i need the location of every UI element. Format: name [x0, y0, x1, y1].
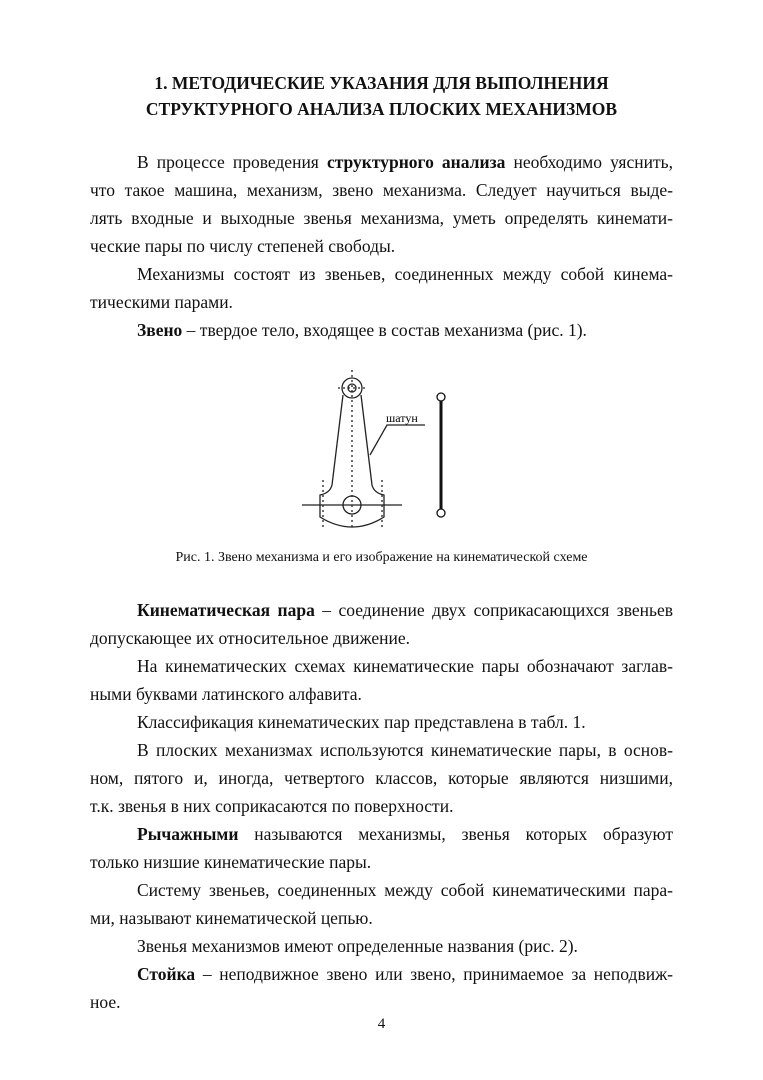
- bold-term: Звено: [137, 320, 183, 340]
- paragraph: [90, 708, 673, 736]
- paragraph: [90, 260, 673, 316]
- text-span: Звенья механизмов имеют определенные названия (рис. 2).: [137, 936, 578, 956]
- joint-icon: [437, 393, 445, 401]
- text-span: что такое машина, механизм, звено механизма. Следует научиться выде-: [90, 180, 673, 200]
- text-span: ми, называют кинематической цепью.: [90, 908, 373, 928]
- title-line: СТРУКТУРНОГО АНАЛИЗА ПЛОСКИХ МЕХАНИЗМОВ: [145, 99, 618, 119]
- section-title: [60, 70, 703, 122]
- text-line: [90, 232, 673, 260]
- text-line: [90, 260, 673, 288]
- title-line: 1. МЕТОДИЧЕСКИЕ УКАЗАНИЯ ДЛЯ ВЫПОЛНЕНИЯ: [154, 73, 609, 93]
- text-span: только низшие кинематические пары.: [90, 852, 372, 872]
- text-line: [90, 204, 673, 232]
- text-line: [90, 288, 673, 316]
- text-span: называются механизмы, звенья которых образуют: [238, 824, 673, 844]
- text-block-top: [90, 148, 673, 344]
- text-span: тическими парами.: [90, 292, 233, 312]
- text-line: [90, 736, 673, 764]
- text-span: – неподвижное звено или звено, принимаемое за неподвиж-: [195, 964, 673, 984]
- text-span: ческие пары по числу степеней свободы.: [90, 236, 396, 256]
- text-line: [90, 960, 673, 988]
- bold-term: Рычажными: [137, 824, 239, 844]
- text-span: На кинематических схемах кинематические пары обозначают заглав-: [137, 656, 673, 676]
- text-span: В плоских механизмах используются кинематические пары, в основ-: [137, 740, 673, 760]
- text-span: ном, пятого и, иногда, четвертого классов, которые являются низшими,: [90, 768, 673, 788]
- text-span: т.к. звенья в них соприкасаются по поверхности.: [90, 796, 454, 816]
- text-block-bottom: [90, 596, 673, 1016]
- text-line: [90, 932, 673, 960]
- paragraph: [90, 316, 673, 344]
- figure-connecting-rod: [290, 365, 470, 535]
- text-span: ными буквами латинского алфавита.: [90, 684, 362, 704]
- text-line: [90, 820, 673, 848]
- text-line: [90, 316, 673, 344]
- text-span: – твердое тело, входящее в состав механизма (рис. 1).: [182, 320, 587, 340]
- text-span: Механизмы состоят из звеньев, соединенных между собой кинема-: [137, 264, 673, 284]
- paragraph: [90, 596, 673, 652]
- text-line: [90, 764, 673, 792]
- figure-label: шатун: [386, 411, 418, 425]
- text-span: Систему звеньев, соединенных между собой кинематическими пара-: [137, 880, 673, 900]
- text-line: [90, 652, 673, 680]
- text-line: [90, 904, 673, 932]
- text-line: [90, 876, 673, 904]
- text-line: [90, 176, 673, 204]
- text-line: [90, 680, 673, 708]
- paragraph: [90, 148, 673, 260]
- text-span: Классификация кинематических пар представлена в табл. 1.: [137, 712, 586, 732]
- text-line: [90, 988, 673, 1016]
- figure-caption: Рис. 1. Звено механизма и его изображение на кинематической схеме: [175, 550, 588, 565]
- paragraph: [90, 736, 673, 820]
- text-line: [90, 624, 673, 652]
- text-span: необходимо уяснить,: [505, 152, 673, 172]
- text-span: В процессе проведения: [137, 152, 327, 172]
- paragraph: [90, 960, 673, 1016]
- paragraph: [90, 652, 673, 708]
- bold-term: Кинематическая пара: [137, 600, 315, 620]
- paragraph: [90, 820, 673, 876]
- paragraph: [90, 932, 673, 960]
- text-span: ное.: [90, 992, 121, 1012]
- text-span: лять входные и выходные звенья механизма, уметь определять кинемати-: [90, 208, 673, 228]
- text-span: допускающее их относительное движение.: [90, 628, 410, 648]
- text-line: [90, 708, 673, 736]
- joint-icon: [437, 509, 445, 517]
- bold-term: структурного анализа: [326, 152, 506, 172]
- paragraph: [90, 876, 673, 932]
- page-number: 4: [377, 1016, 386, 1032]
- bold-term: Стойка: [137, 964, 196, 984]
- text-line: [90, 148, 673, 176]
- text-span: – соединение двух соприкасающихся звеньев: [314, 600, 673, 620]
- text-line: [90, 848, 673, 876]
- text-line: [90, 596, 673, 624]
- text-line: [90, 792, 673, 820]
